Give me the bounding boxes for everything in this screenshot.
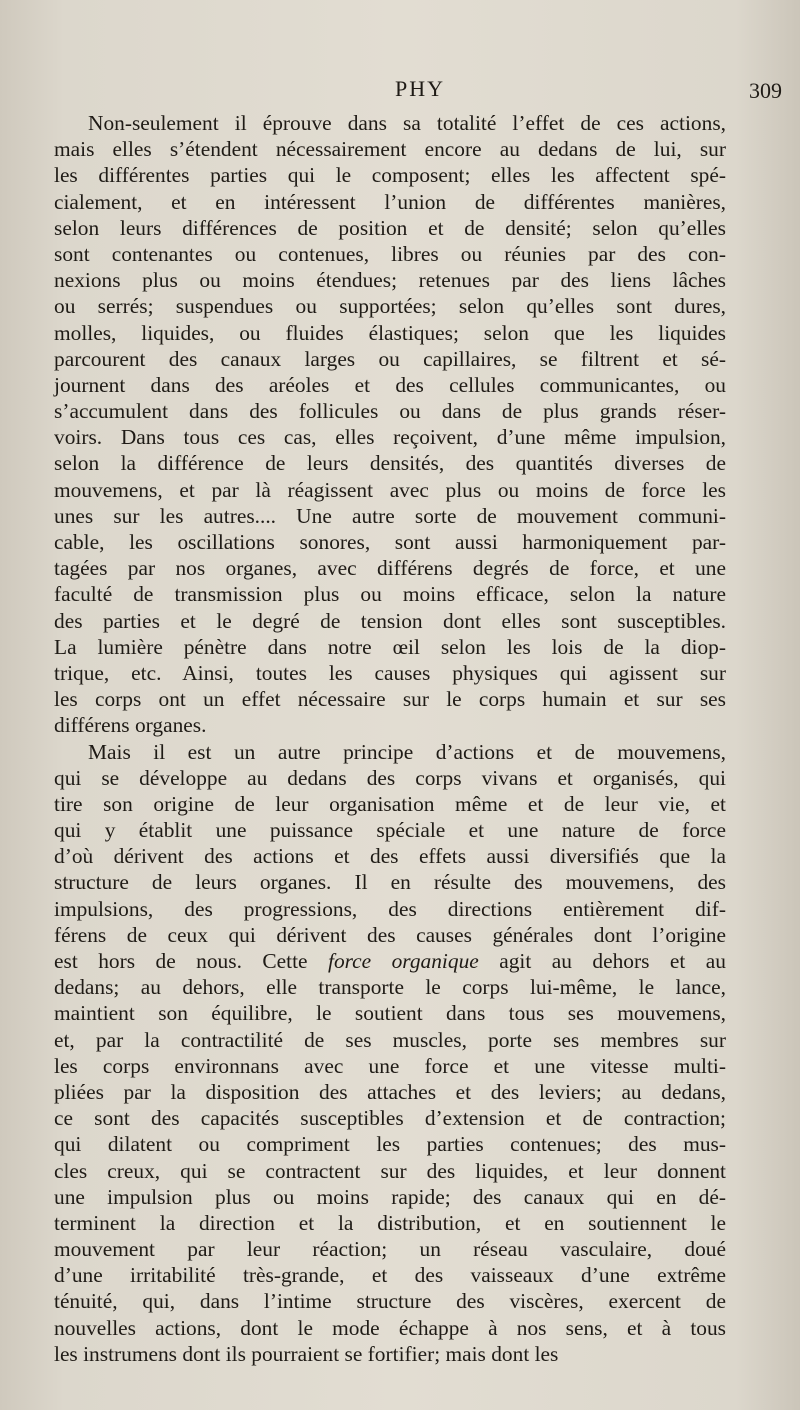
text-line: les différentes parties qui le composent; elles les affectent spé- xyxy=(54,163,726,188)
text-line: ce sont des capacités susceptibles d’extension et de contraction; xyxy=(54,1106,726,1131)
text-line: est hors de nous. Cette force organique agit au dehors et au xyxy=(54,949,726,973)
text-line: selon la différence de leurs densités, des quantités diverses de xyxy=(54,451,726,476)
text-line: qui se développe au dedans des corps vivans et organisés, qui xyxy=(54,765,726,790)
text-line: différens organes. xyxy=(54,713,207,738)
running-head: PHY xyxy=(394,76,445,101)
body-text xyxy=(54,110,726,1367)
text-line: voirs. Dans tous ces cas, elles reçoivent, d’une même impulsion, xyxy=(54,425,726,450)
text-line: tagées par nos organes, avec différens degrés de force, et une xyxy=(54,556,726,581)
text-line: Mais il est un autre principe d’actions et de mouvemens, xyxy=(88,739,726,764)
text-line: les corps environnans avec une force et une vitesse multi- xyxy=(54,1053,726,1078)
text-line: selon leurs différences de position et de densité; selon qu’elles xyxy=(54,215,726,240)
paragraph xyxy=(54,110,726,739)
text-line: pliées par la disposition des attaches et des leviers; au dedans, xyxy=(54,1079,726,1104)
text-line: Non-seulement il éprouve dans sa totalité l’effet de ces actions, xyxy=(88,111,726,135)
text-line: mais elles s’étendent nécessairement encore au dedans de lui, sur xyxy=(54,137,726,162)
text-line: trique, etc. Ainsi, toutes les causes physiques qui agissent sur xyxy=(54,660,726,685)
text-line: qui dilatent ou compriment les parties contenues; des mus- xyxy=(54,1132,726,1157)
text-line: les instrumens dont ils pourraient se fortifier; mais dont les xyxy=(54,1341,559,1366)
text-line: nouvelles actions, dont le mode échappe à nos sens, et à tous xyxy=(54,1315,726,1340)
text-line: sont contenantes ou contenues, libres ou réunies par des con- xyxy=(54,241,726,266)
text-line: ou serrés; suspendues ou supportées; selon qu’elles sont dures, xyxy=(54,294,726,319)
text-line: terminent la direction et la distribution, et en soutiennent le xyxy=(54,1210,726,1235)
text-line: d’où dérivent des actions et des effets aussi diversifiés que la xyxy=(54,844,726,869)
text-line: unes sur les autres.... Une autre sorte de mouvement communi- xyxy=(54,503,726,528)
page-number: 309 xyxy=(749,78,782,103)
text-line: les corps ont un effet nécessaire sur le corps humain et sur ses xyxy=(54,687,726,712)
text-line: s’accumulent dans des follicules ou dans de plus grands réser- xyxy=(54,399,726,424)
paragraph xyxy=(54,739,726,1368)
text-line: parcourent des canaux larges ou capillaires, se filtrent et sé- xyxy=(54,346,726,371)
text-line: ténuité, qui, dans l’intime structure des viscères, exercent de xyxy=(54,1289,726,1314)
text-line: impulsions, des progressions, des directions entièrement dif- xyxy=(54,896,726,921)
text-line: qui y établit une puissance spéciale et une nature de force xyxy=(54,818,726,843)
text-line: molles, liquides, ou fluides élastiques; selon que les liquides xyxy=(54,320,726,345)
text-line: mouvement par leur réaction; un réseau vasculaire, doué xyxy=(54,1237,726,1262)
text-line: nexions plus ou moins étendues; retenues par des liens lâches xyxy=(54,268,726,293)
text-line: d’une irritabilité très-grande, et des vaisseaux d’une extrême xyxy=(54,1263,726,1288)
page-header xyxy=(58,76,782,110)
text-line: des parties et le degré de tension dont elles sont susceptibles. xyxy=(54,608,726,633)
text-line: faculté de transmission plus ou moins efficace, selon la nature xyxy=(54,582,726,607)
text-line: cable, les oscillations sonores, sont aussi harmoniquement par- xyxy=(54,530,726,554)
text-line: cialement, et en intéressent l’union de différentes manières, xyxy=(54,189,726,214)
text-line: La lumière pénètre dans notre œil selon les lois de la diop- xyxy=(54,634,726,659)
text-line: dedans; au dehors, elle transporte le corps lui-même, le lance, xyxy=(54,975,726,1000)
text-line: maintient son équilibre, le soutient dans tous ses mouvemens, xyxy=(54,1001,726,1026)
text-line: structure de leurs organes. Il en résulte des mouvemens, des xyxy=(54,870,726,895)
text-line: et, par la contractilité de ses muscles, porte ses membres sur xyxy=(54,1027,726,1052)
text-line: cles creux, qui se contractent sur des liquides, et leur donnent xyxy=(54,1158,726,1183)
text-line: journent dans des aréoles et des cellules communicantes, ou xyxy=(54,372,726,397)
text-line: férens de ceux qui dérivent des causes générales dont l’origine xyxy=(54,922,726,947)
text-line: mouvemens, et par là réagissent avec plus ou moins de force les xyxy=(54,477,726,502)
text-line: tire son origine de leur organisation même et de leur vie, et xyxy=(54,791,726,816)
text-line: une impulsion plus ou moins rapide; des canaux qui en dé- xyxy=(54,1184,726,1209)
